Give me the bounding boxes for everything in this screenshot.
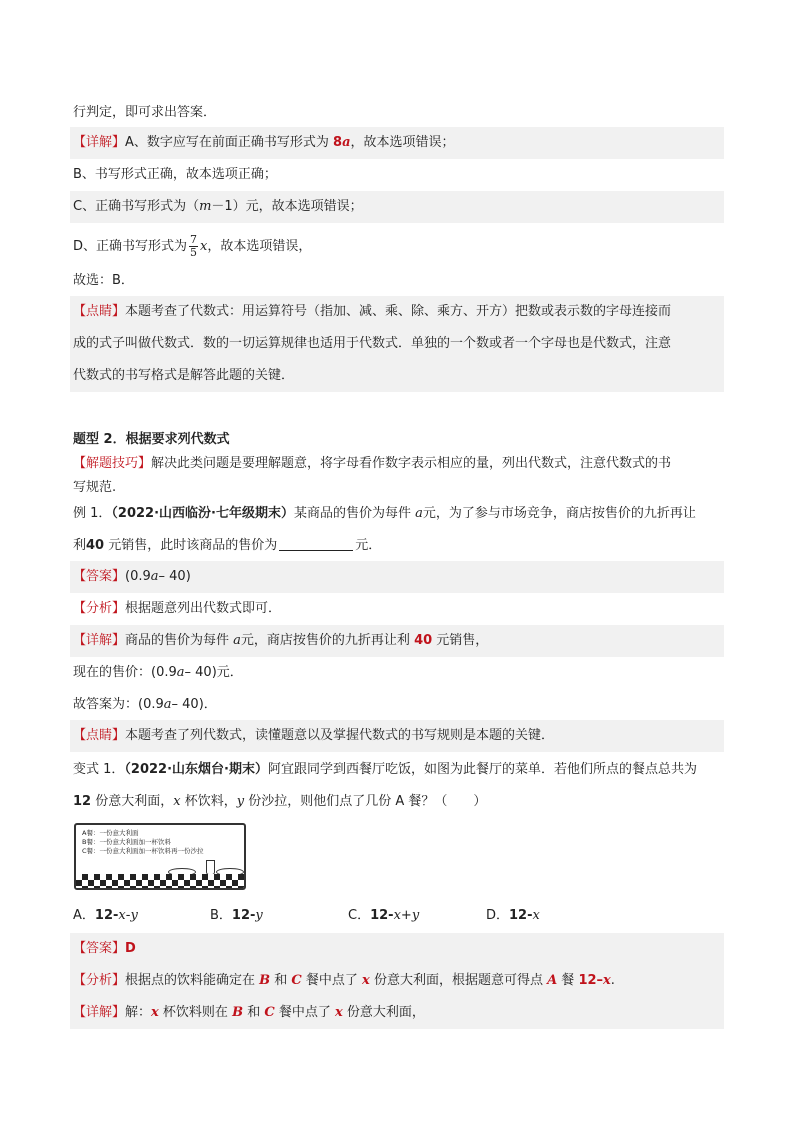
- point-line-3: 代数式的书写格式是解答此题的关键．: [70, 360, 724, 392]
- source: （2022·山西临汾·七年级期末）: [111, 506, 294, 521]
- detail-line-b: [70, 159, 724, 191]
- value: 8: [333, 135, 343, 150]
- detail-line-d: [70, 227, 724, 267]
- text: 12-: [370, 908, 394, 923]
- text: 杯饮料，: [180, 794, 237, 809]
- option-label: A．: [73, 908, 95, 923]
- variable: y: [130, 908, 138, 923]
- variable: y: [255, 908, 263, 923]
- variable: B: [232, 1005, 244, 1020]
- variant-line-1: [70, 754, 724, 786]
- text: B、书写形式正确，故本选项正确；: [73, 167, 277, 182]
- option-label: D．: [486, 908, 510, 923]
- analysis-line-2: [70, 965, 724, 997]
- text: 份意大利面，: [342, 1005, 425, 1020]
- point-tag: 【点睛】: [73, 304, 126, 319]
- text: ，故本选项错误，: [207, 239, 312, 254]
- text: 现在的售价：(0.9: [73, 665, 177, 680]
- example-line-1: [70, 498, 724, 530]
- variable: a: [176, 665, 185, 680]
- text: C、正确书写形式为（: [73, 199, 200, 214]
- option-label: C．: [348, 908, 371, 923]
- point-tag: 【点睛】: [73, 728, 126, 743]
- menu-line-b: B餐：一份意大利面加一杯饮料: [82, 838, 171, 846]
- text: 12-: [94, 908, 119, 923]
- text: ，故本选项错误；: [350, 135, 455, 150]
- text: .: [610, 973, 615, 988]
- menu-figure: [74, 823, 246, 890]
- variable: x: [603, 973, 611, 988]
- variable: x: [532, 908, 540, 923]
- variable: a: [342, 135, 351, 150]
- text: －1）元，故本选项错误；: [211, 199, 363, 214]
- text: 例 1．: [73, 506, 112, 521]
- option-d: [486, 906, 540, 926]
- text: 根据题意列出代数式即可．: [125, 601, 282, 616]
- text: 利: [73, 538, 87, 553]
- detail-line-c: [70, 191, 724, 223]
- detail-line: [70, 625, 724, 657]
- text: 份沙拉，则他们点了几份 A 餐？（ ）: [244, 794, 487, 809]
- text: – 40)．: [171, 697, 217, 712]
- tip-line-1: [70, 452, 724, 476]
- tip-tag: 【解题技巧】: [73, 456, 152, 471]
- number: 12: [73, 794, 92, 809]
- text: A、数字应写在前面正确书写形式为: [125, 135, 334, 150]
- text: 杯饮料则在: [158, 1005, 233, 1020]
- choose-line: [70, 265, 724, 297]
- variable: m: [199, 199, 212, 214]
- text: 12-: [509, 908, 533, 923]
- section-title: 题型 2．根据要求列代数式: [73, 432, 230, 447]
- variable: a: [150, 569, 159, 584]
- detail-line-a: [70, 127, 724, 159]
- variable: a: [233, 633, 241, 648]
- text: 故选：B．: [73, 273, 134, 288]
- text: 餐中点了: [274, 1005, 335, 1020]
- detail-tag: 【详解】: [73, 1005, 126, 1020]
- text: 份意大利面，: [91, 794, 174, 809]
- detail-tag: 【详解】: [73, 135, 126, 150]
- variable: C: [291, 973, 302, 988]
- point-line-1: [70, 296, 724, 328]
- text: 元销售，: [432, 633, 489, 648]
- text: (0.9: [125, 569, 151, 584]
- example-line-2: [70, 530, 724, 562]
- variable: C: [264, 1005, 275, 1020]
- numerator: 7: [190, 233, 198, 246]
- text: – 40)元．: [184, 665, 243, 680]
- drink-cup-icon: [206, 860, 215, 875]
- text: 元销售，此时该商品的售价为: [104, 538, 278, 553]
- menu-line-c: C餐：一份意大利面加一杯饮料再一份沙拉: [82, 847, 204, 855]
- text: 解：: [125, 1005, 152, 1020]
- tip-line-2: 写规范.: [73, 480, 117, 495]
- analysis-tag: 【分析】: [73, 973, 126, 988]
- source: （2022·山东烟台·期末）: [124, 762, 268, 777]
- text: 餐: [557, 973, 579, 988]
- answer-line-2: [70, 933, 724, 965]
- current-price-line: [70, 657, 724, 689]
- denominator: 5: [190, 246, 198, 259]
- variable: y: [236, 794, 245, 809]
- number: 40: [414, 633, 433, 648]
- text: 和: [243, 1005, 265, 1020]
- text: 12-: [231, 908, 256, 923]
- variable: x: [334, 1005, 343, 1020]
- text: 商品的售价为每件: [125, 633, 234, 648]
- detail-tag: 【详解】: [73, 633, 126, 648]
- operator: -: [125, 908, 131, 923]
- answer-line: [70, 561, 724, 593]
- text: 本题考查了列代数式，读懂题意以及掌握代数式的书写规则是本题的关键．: [125, 728, 555, 743]
- option-label: B．: [210, 908, 232, 923]
- option-c: [348, 906, 419, 926]
- operator: +: [400, 908, 412, 923]
- final-answer-line: [70, 689, 724, 721]
- option-a: [73, 906, 138, 926]
- detail-line-2: [70, 997, 724, 1029]
- variable: a: [415, 506, 423, 521]
- text: 变式 1．: [73, 762, 125, 777]
- text: 和: [270, 973, 292, 988]
- text: 某商品的售价为每件: [293, 506, 416, 521]
- variant-line-2: [70, 786, 724, 818]
- text: 元，为了参与市场竞争，商店按售价的九折再让: [422, 506, 696, 521]
- answer-tag: 【答案】: [73, 569, 126, 584]
- variable: x: [151, 1005, 159, 1020]
- variable: x: [173, 794, 181, 809]
- analysis-tag: 【分析】: [73, 601, 126, 616]
- variable: a: [163, 697, 172, 712]
- variable: y: [411, 908, 420, 923]
- text: 阿宜跟同学到西餐厅吃饭，如图为此餐厅的菜单．若他们所点的餐点总共为: [267, 762, 697, 777]
- text: 根据点的饮料能确定在: [125, 973, 260, 988]
- option-b: [210, 906, 263, 926]
- text-line: 行判定，即可求出答案．: [73, 105, 217, 120]
- text: 元，商店按售价的九折再让利: [240, 633, 415, 648]
- expression: 12–: [578, 973, 604, 988]
- variable: x: [200, 239, 208, 254]
- number: 40: [86, 538, 105, 553]
- variable: x: [393, 908, 401, 923]
- answer-blank: [279, 537, 353, 551]
- text: 本题考查了代数式：用运算符号（指加、减、乘、除、乘方、开方）把数或表示数的字母连接而: [125, 304, 672, 319]
- text: – 40): [158, 569, 191, 584]
- text: 份意大利面，根据题意可得点: [369, 973, 548, 988]
- point-line-2: 成的式子叫做代数式．数的一切运算规律也适用于代数式．单独的一个数或者一个字母也是代数式，注意: [70, 328, 724, 360]
- fraction: [189, 234, 198, 259]
- checker-border: [76, 874, 244, 888]
- analysis-line: [70, 593, 724, 625]
- variable: A: [547, 973, 558, 988]
- text: 餐中点了: [301, 973, 363, 988]
- variable: x: [362, 973, 370, 988]
- variable: x: [118, 908, 126, 923]
- point-line: [70, 720, 724, 752]
- variable: B: [259, 973, 271, 988]
- text: 解决此类问题是要理解题意，将字母看作数字表示相应的量，列出代数式，注意代数式的书: [151, 456, 672, 471]
- text: 元．: [355, 538, 382, 553]
- answer-tag: 【答案】: [73, 941, 126, 956]
- answer-value: D: [125, 941, 136, 956]
- text: D、正确书写形式为: [73, 239, 188, 254]
- text: 故答案为：(0.9: [73, 697, 164, 712]
- menu-line-a: A餐：一份意大利面: [82, 829, 139, 837]
